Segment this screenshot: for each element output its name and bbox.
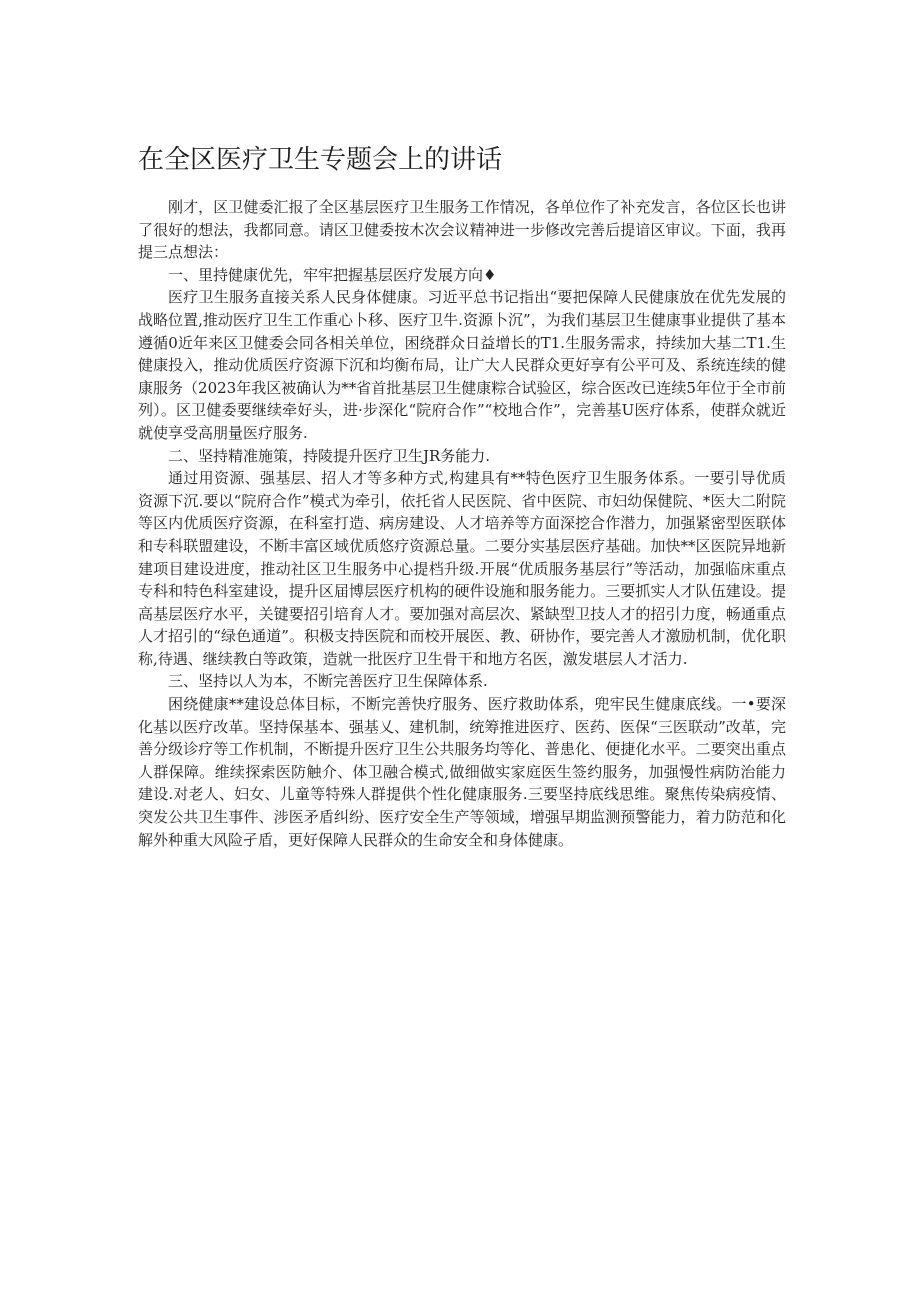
section-heading-2: 二、坚持精准施策，持陵提升医疗卫生JR务能力. — [168, 446, 491, 465]
section-paragraph-3: 困绕健康**建设总体目标，不断完善快疗服务、医疗救助体系，兜牢民生健康底线。一•要深化基以医疗改革。坚持保基本、强基乂、建机制，统筹推进医疗、医药、医保“三医联动”改革，完善分级诊疗等工作机制，不断提升医疗卫生公共服务均等化、普患化、便捷化水平。二要突出重点人群保障。维续探索医防触介、体卫融合模式,做细做实家庭医生签约服务，加强慢性病防治能力建设.对老人、妇女、儿童等特殊人群提供个性化健康服务.三要坚持底线思维。聚焦传染病疫情、突发公共卫生事件、涉医矛盾纠纷、医疗安全生产等领域，增强早期监测预警能力，着力防范和化解外种重大风险孑盾，更好保障人民群众的生命安全和身体健康。 — [138, 695, 786, 849]
section-heading-1: 一、里持健康优先，牢牢把握基层医疗发展方向♦ — [168, 265, 497, 284]
section-paragraph-2: 通过用资源、强基层、招人才等多种方式,构建具有**特色医疗卫生服务体系。一要引导优质资源下沉.要以“院府合作”模式为牵引，依托省人民医院、省中医院、市妇幼保健院、*医大二附院等区内优质医疗资源，在科室打造、病房建设、人才培养等方面深挖合作潜力，加强紧密型医联体和专科联盟建设，不断丰富区域优质悠疗资源总量。二要分实基层医疗基础。加快**区医院异地新建项目建设进度，推动社区卫生服务中心提档升级.开展“优质服务基层行”等活动，加强临床重点专科和特色科室建设，提升区届博层医疗机构的硬件设施和服务能力。三要抓实人才队伍建设。提高基层医疗水平，关键要招引培育人才。要加强对高层次、紧缺型卫技人才的招引力度，畅通重点人才招引的“绿色通道”。积极支持医院和而校开展医、教、研协作，要完善人才激励机制，优化职称,待遇、继续教白等政策，造就一批医疗卫生骨干和地方名医，激发堪层人才活力. — [138, 469, 786, 668]
intro-paragraph: 刚才，区卫健委汇报了全区基层医疗卫生服务工作情况，各单位作了补充发言，各位区长也讲了很好的想法，我都同意。请区卫健委按木次会议精神进一步修改完善后提谙区审议。下面，我再提三点想法： — [138, 198, 786, 262]
document-title: 在全区医疗卫生专题会上的讲话 — [138, 145, 503, 175]
section-heading-3: 三、坚持以人为本，不断完善医疗卫生保障体系. — [168, 672, 488, 691]
document-body — [138, 196, 786, 851]
section-paragraph-1: 医疗卫生服务直接关系人民身体健康。习近平总书记指出“要把保障人民健康放在优先发展的战略位置,推动医疗卫生工作重心卜移、医疗卫牛.资源卜沉”，为我们基层卫生健康事业提供了基本遵循0近年来区卫健委会同各相关单位，困绕群众日益增长的T1.生服务需求，持续加大基二T1.生健康投入，推动优质医疗资源下沉和均衡布局，让广大人民群众更好享有公平可及、系统连续的健康服务（2023年我区被确认为**省首批基层卫生健康粽合试验区，综合医改已连续5年位于全市前列）。区卫健委要继续牵好头，进·步深化“院府合作”“校地合作”，完善基U医疗体系，使群众就近就使享受高朋量医疗服务. — [138, 288, 786, 442]
